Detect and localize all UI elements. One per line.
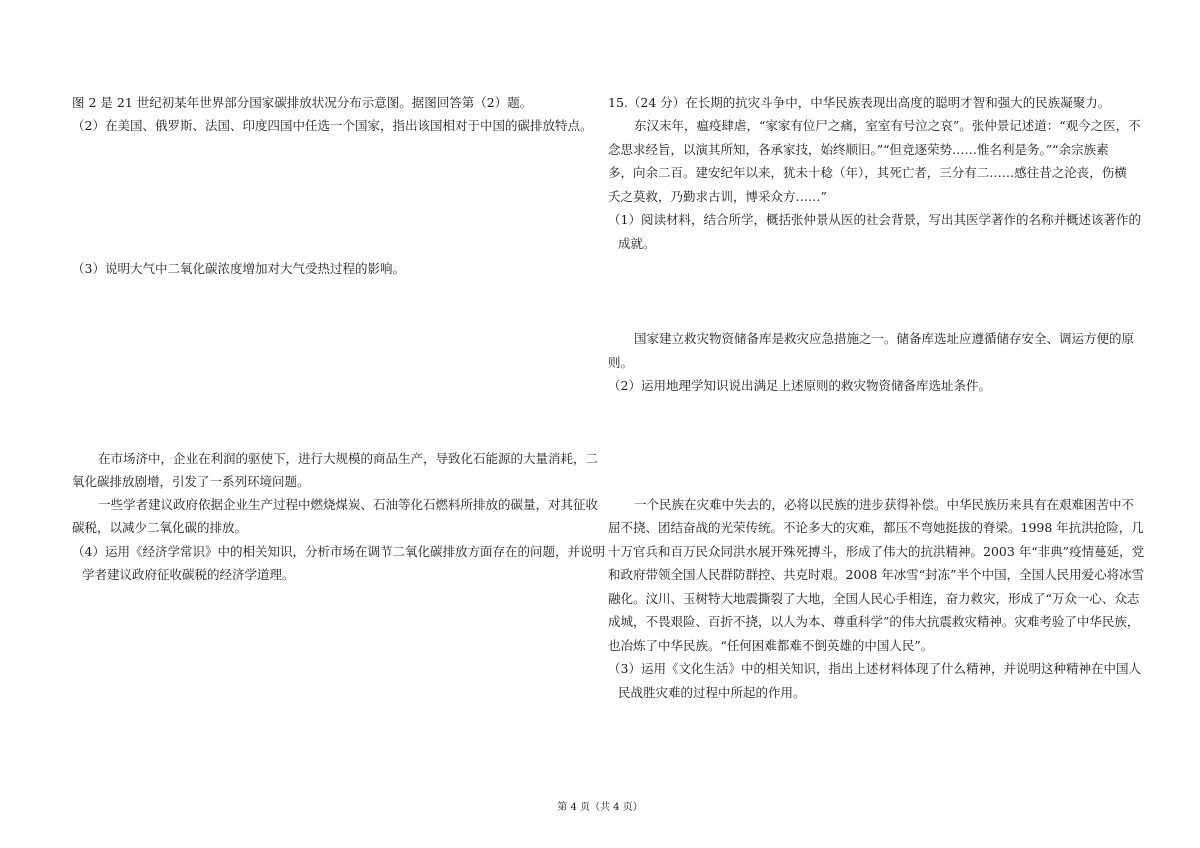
question-15-2: （2）运用地理学知识说出满足上述原则的救灾物资储备库选址条件。	[608, 378, 991, 393]
question-3: （3）说明大气中二氧化碳浓度增加对大气受热过程的影响。	[72, 261, 405, 276]
passage-market-line-2: 氧化碳排放剧增，引发了一系列环境问题。	[72, 474, 310, 489]
page-footer: 第 4 页（共 4 页）	[557, 802, 643, 813]
right-column	[608, 0, 1145, 848]
question-4-line-1: （4）运用《经济学常识》中的相关知识，分析市场在调节二氧化碳排放方面存在的问题，并说明	[72, 544, 605, 559]
passage-tax-line-2: 碳税，以减少二氧化碳的排放。	[72, 520, 248, 535]
passage-spirit-line-1: 一个民族在灾难中失去的，必将以民族的进步获得补偿。中华民族历来具有在艰难困苦中不	[634, 497, 1135, 512]
passage-storage-line-2: 则。	[608, 355, 634, 370]
passage-han-line-4: 夭之莫救，乃勤求古训，博采众方……”	[608, 189, 827, 204]
question-4-line-2: 学者建议政府征收碳税的经济学道理。	[82, 567, 295, 582]
passage-spirit-line-3: 十万官兵和百万民众同洪水展开殊死搏斗，形成了伟大的抗洪精神。2003 年“非典”疫情蔓延，党	[608, 544, 1145, 559]
passage-han-line-3: 多，向余二百。建安纪年以来，犹未十稔（年），其死亡者，三分有二……感往昔之沦丧，伤横	[608, 165, 1127, 180]
passage-spirit-line-5: 融化。汶川、玉树特大地震撕裂了大地，全国人民心手相连，奋力救灾，形成了“万众一心、众志	[608, 591, 1140, 606]
passage-spirit-line-7: 也冶炼了中华民族。“任何困难都难不倒英雄的中国人民”。	[608, 638, 934, 653]
passage-spirit-line-6: 成城，不畏艰险、百折不挠，以人为本、尊重科学”的伟大抗震救灾精神。灾难考验了中华民族，	[608, 614, 1140, 629]
question-15-3-line-2: 民战胜灾难的过程中所起的作用。	[618, 685, 806, 700]
passage-han-line-2: 念思求经旨，以演其所知，各承家技，始终顺旧。”“但竞逐荣势……惟名利是务。”“余宗族素	[608, 142, 1109, 157]
question-15-3-line-1: （3）运用《文化生活》中的相关知识，指出上述材料体现了什么精神，并说明这种精神在中国人	[608, 661, 1141, 676]
passage-market-line-1: 在市场济中，企业在利润的驱使下，进行大规模的商品生产，导致化石能源的大量消耗，二	[98, 451, 599, 466]
passage-spirit-line-2: 屈不挠、团结奋战的光荣传统。不论多大的灾难，都压不弯她挺拔的脊梁。1998 年抗洪抢险，几	[608, 520, 1144, 535]
passage-storage-line-1: 国家建立救灾物资储备库是救灾应急措施之一。储备库选址应遵循储存安全、调运方便的原	[634, 331, 1135, 346]
passage-han-line-1: 东汉末年，瘟疫肆虐，“家家有位尸之痛，室室有号泣之哀”。张仲景记述道：“观今之医，不	[634, 118, 1141, 133]
question-15-heading: 15.（24 分）在长期的抗灾斗争中，中华民族表现出高度的聪明才智和强大的民族凝聚力。	[608, 95, 1111, 110]
passage-tax-line-1: 一些学者建议政府依据企业生产过程中燃烧煤炭、石油等化石燃料所排放的碳量，对其征收	[98, 497, 599, 512]
question-15-1-line-2: 成就。	[618, 236, 656, 251]
question-15-1-line-1: （1）阅读材料，结合所学，概括张仲景从医的社会背景，写出其医学著作的名称并概述该著作的	[608, 212, 1141, 227]
figure-intro: 图 2 是 21 世纪初某年世界部分国家碳排放状况分布示意图。据图回答第（2）题。	[72, 95, 533, 110]
question-2: （2）在美国、俄罗斯、法国、印度四国中任选一个国家，指出该国相对于中国的碳排放特点。	[72, 118, 593, 133]
passage-spirit-line-4: 和政府带领全国人民群防群控、共克时艰。2008 年冰雪“封冻”半个中国，全国人民用爱心将冰雪	[608, 567, 1145, 582]
